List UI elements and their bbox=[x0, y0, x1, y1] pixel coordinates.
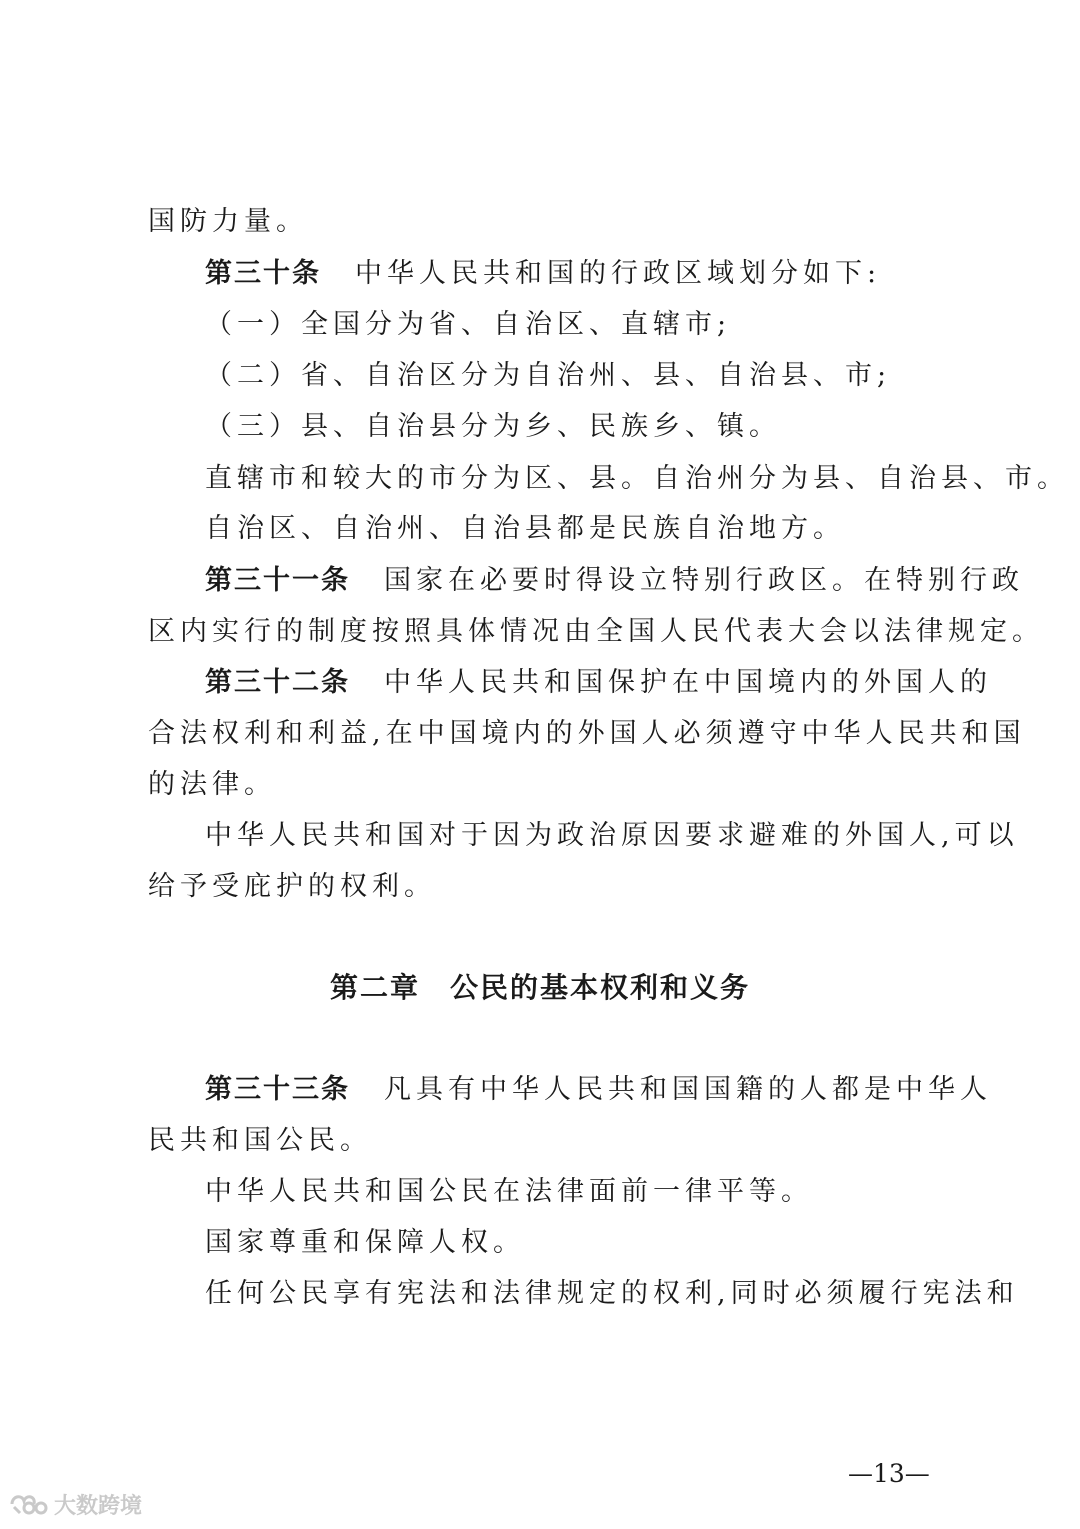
text-line: （三）县、自治县分为乡、民族乡、镇。 bbox=[205, 411, 781, 442]
chapter-number: 第二章 bbox=[329, 971, 420, 1004]
text-line: 合法权利和利益,在中国境内的外国人必须遵守中华人民共和国 bbox=[148, 718, 1026, 749]
article-32-heading: 第三十二条 bbox=[205, 667, 350, 698]
text-line: （二）省、自治区分为自治州、县、自治县、市; bbox=[205, 360, 892, 391]
text-line: 民共和国公民。 bbox=[148, 1125, 372, 1156]
text-line: 的法律。 bbox=[148, 769, 276, 800]
article-33-line bbox=[205, 1070, 1005, 1110]
text-line: 区内实行的制度按照具体情况由全国人民代表大会以法律规定。 bbox=[148, 616, 1044, 647]
chapter-title: 公民的基本权利和义务 bbox=[450, 971, 751, 1004]
watermark-text: 大数跨境 bbox=[54, 1493, 143, 1519]
article-31-heading: 第三十一条 bbox=[205, 565, 350, 596]
article-30-heading: 第三十条 bbox=[205, 258, 321, 289]
article-33-heading: 第三十三条 bbox=[205, 1074, 350, 1105]
text-line: 给予受庇护的权利。 bbox=[148, 871, 436, 902]
text-line: 中华人民共和国对于因为政治原因要求避难的外国人,可以 bbox=[205, 820, 1019, 851]
watermark-logo-icon bbox=[8, 1491, 48, 1517]
text-line: 中华人民共和国公民在法律面前一律平等。 bbox=[205, 1176, 813, 1207]
article-33-text: 凡具有中华人民共和国国籍的人都是中华人 bbox=[384, 1074, 992, 1105]
text-line: （一）全国分为省、自治区、直辖市; bbox=[205, 309, 732, 340]
text-line: 任何公民享有宪法和法律规定的权利,同时必须履行宪法和 bbox=[205, 1278, 1019, 1309]
chapter-heading bbox=[0, 968, 1080, 1008]
text-line: 国家尊重和保障人权。 bbox=[205, 1227, 525, 1258]
article-32-line bbox=[205, 663, 1005, 703]
article-31-text: 国家在必要时得设立特别行政区。在特别行政 bbox=[384, 565, 1024, 596]
text-line: 自治区、自治州、自治县都是民族自治地方。 bbox=[205, 513, 845, 544]
article-32-text: 中华人民共和国保护在中国境内的外国人的 bbox=[384, 667, 992, 698]
watermark bbox=[8, 1488, 142, 1520]
text-line: 国防力量。 bbox=[148, 206, 308, 237]
article-30-line bbox=[205, 254, 1005, 294]
page-number: —13— bbox=[848, 1459, 930, 1488]
article-31-line bbox=[205, 561, 1024, 601]
article-30-text: 中华人民共和国的行政区域划分如下: bbox=[355, 258, 882, 289]
text-line: 直辖市和较大的市分为区、县。自治州分为县、自治县、市。 bbox=[205, 463, 1069, 494]
